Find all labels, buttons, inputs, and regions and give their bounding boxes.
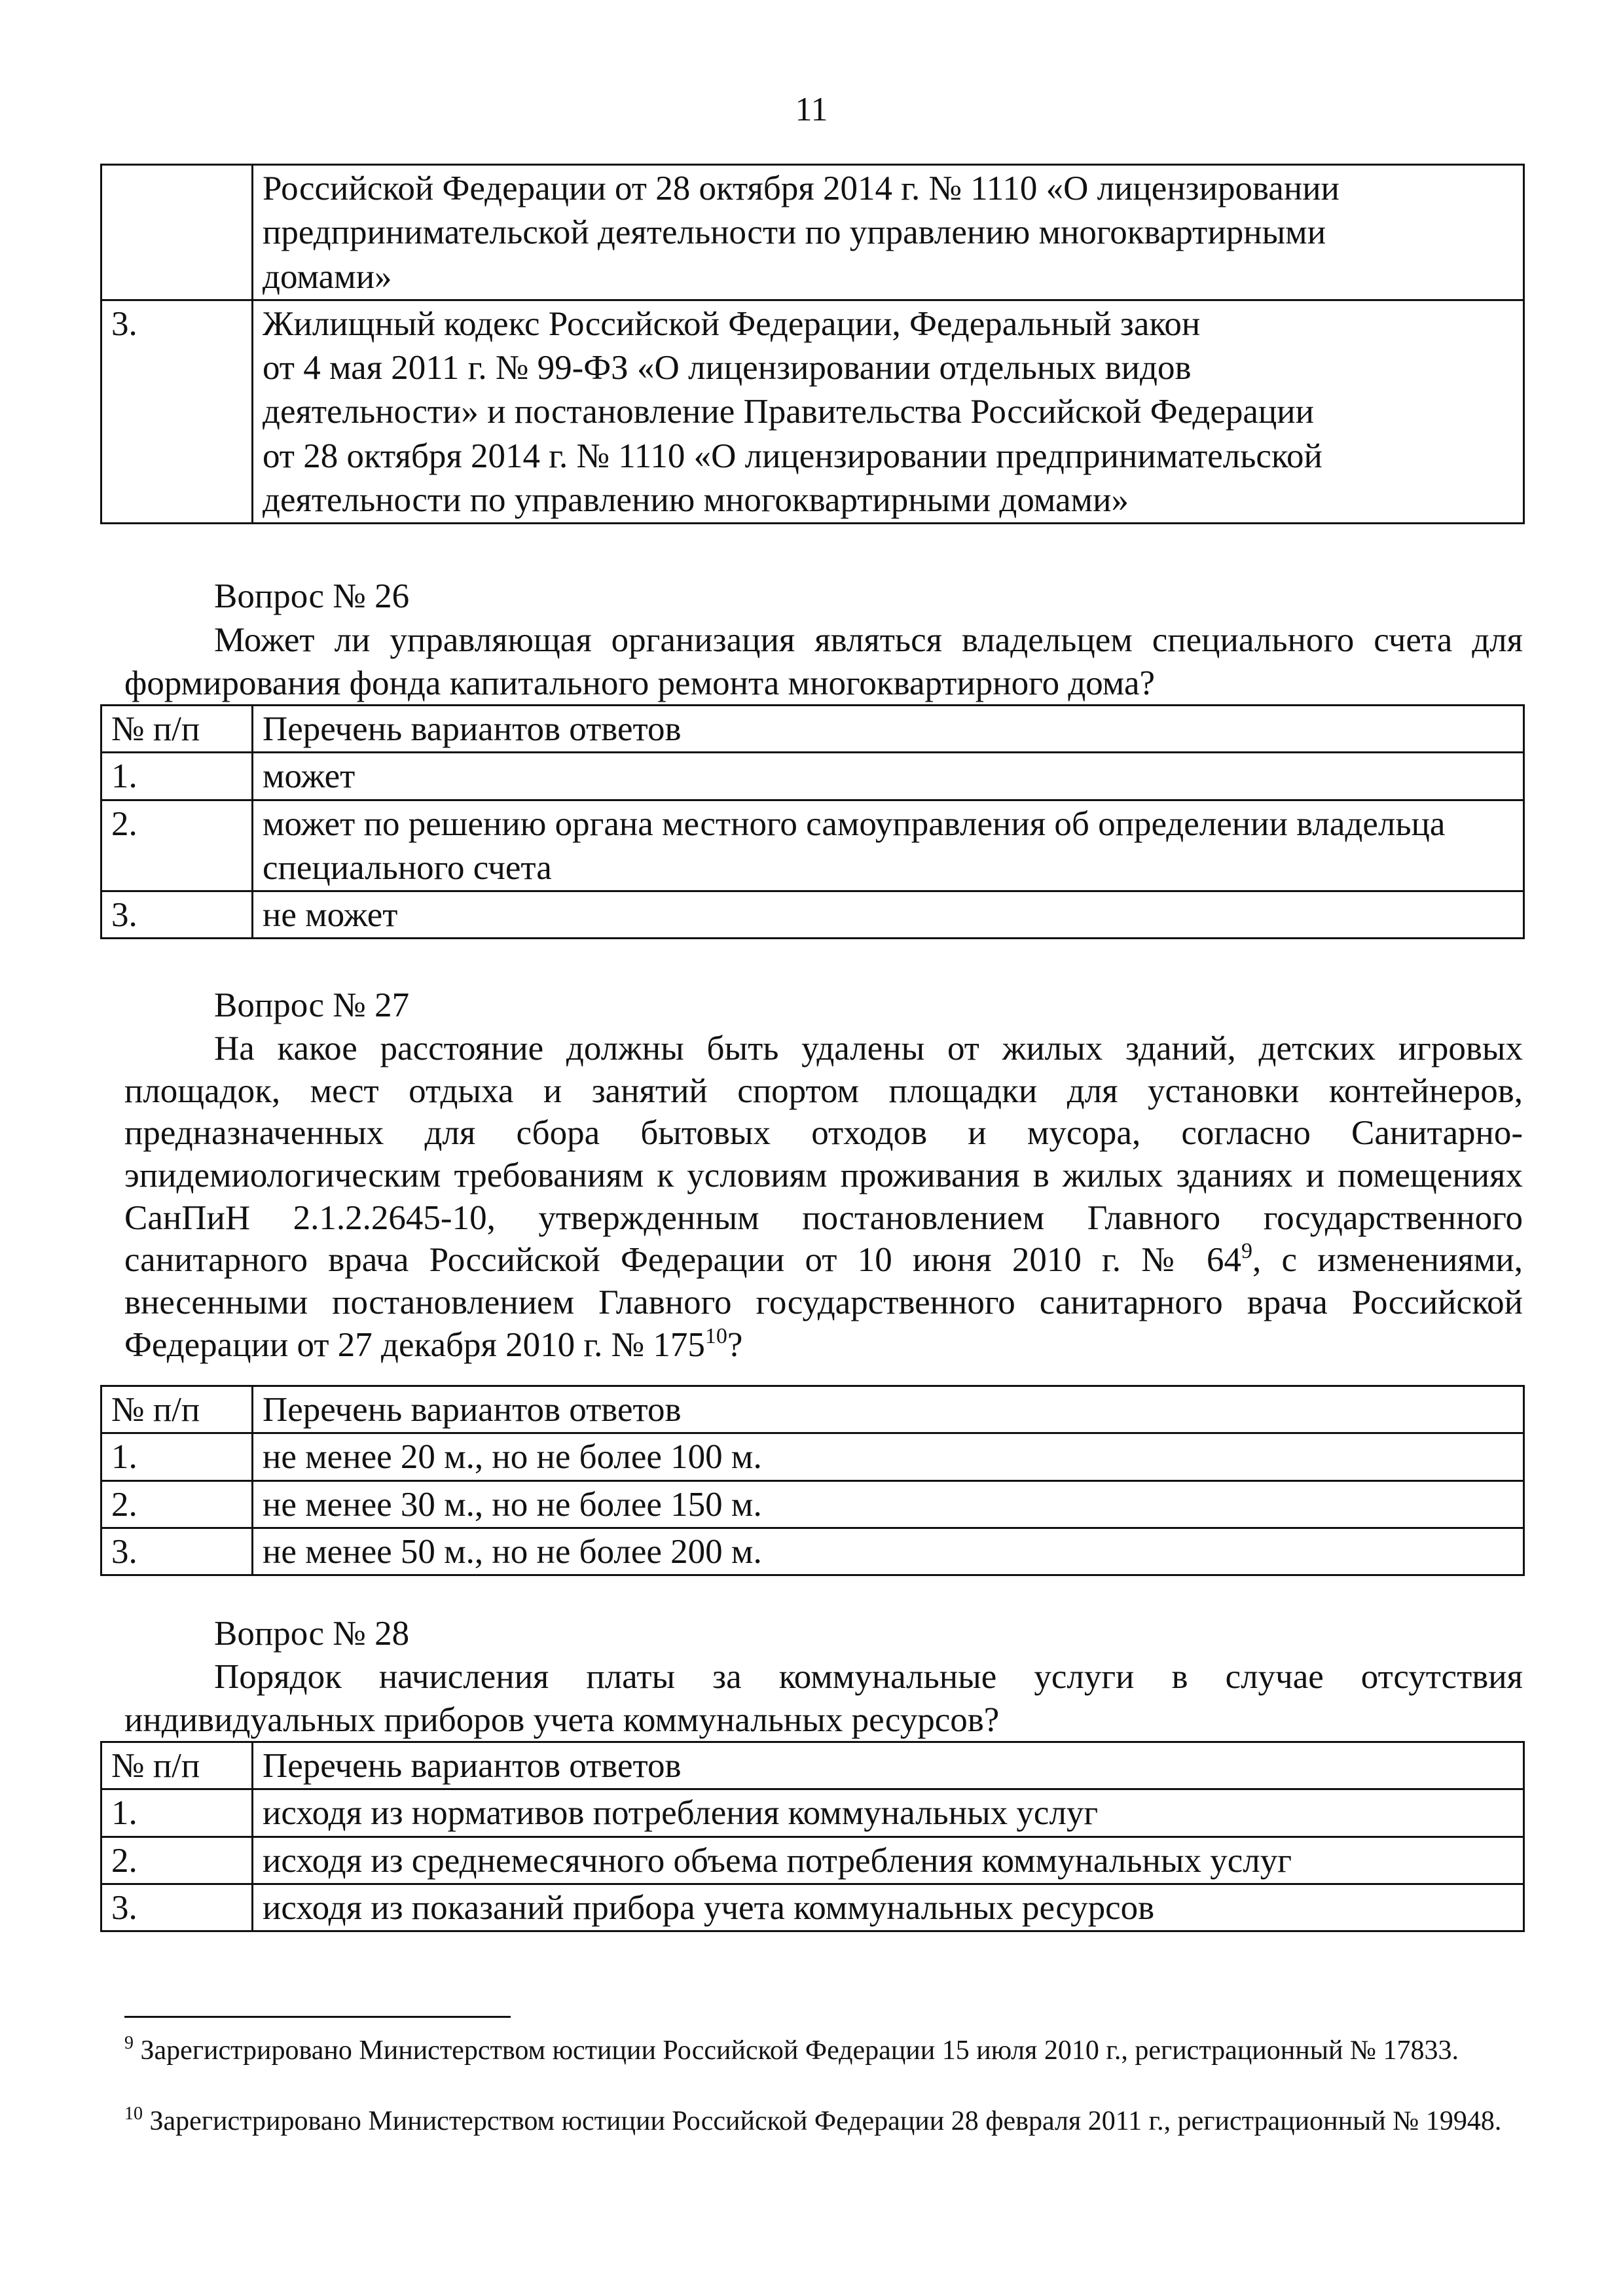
footnote-ref[interactable]: 10 [704, 1323, 727, 1348]
row-number-cell: 3. [101, 300, 253, 523]
footnote-text: Зарегистрировано Министерством юстиции Российской Федерации 28 февраля 2011 г., регистрационный № 19948. [149, 2106, 1502, 2136]
answer-text: исходя из среднемесячного объема потребления коммунальных услуг [253, 1837, 1524, 1884]
header-number: № п/п [101, 1742, 253, 1789]
continuation-table [100, 164, 1525, 524]
question-27-text [124, 1028, 1523, 1366]
table-row [101, 753, 1524, 800]
answer-text: может [253, 753, 1524, 800]
footnote-marker: 10 [124, 2104, 143, 2124]
table-row [101, 1528, 1524, 1575]
row-number-cell [101, 165, 253, 300]
question-27-answers-table [100, 1385, 1525, 1576]
question-28-text: Порядок начисления платы за коммунальные услуги в случае отсутствия индивидуальных приборов учета коммунальных ресурсов? [124, 1658, 1523, 1739]
text-line: домами» [263, 257, 392, 296]
text-line: Российской Федерации от 28 октября 2014 г. № 1110 «О лицензировании [263, 170, 1340, 207]
footnote-9 [124, 2034, 1523, 2067]
table-row [101, 1480, 1524, 1528]
question-27-text-part: На какое расстояние должны быть удалены от жилых зданий, детских игровых площадок, мест отдыха и занятий спортом площадки для установки контейнеров, предназначенных для сбора бытовых отходов и мусора, согласно Санитарно-эпидемиологическим требованиям к условиям проживания в жилых зданиях и помещениях СанПиН 2.1.2.2645-10, утвержденным постановлением Главного государственного санитарного врача Российской Федерации от 10 июня 2010 г. № 64 [124, 1030, 1523, 1280]
text-line: от 28 октября 2014 г. № 1110 «О лицензировании предпринимательской [263, 437, 1322, 475]
answer-number: 2. [101, 1837, 253, 1884]
answer-number: 3. [101, 1884, 253, 1931]
header-answers: Перечень вариантов ответов [253, 1386, 1524, 1433]
header-number: № п/п [101, 706, 253, 753]
text-line: деятельности» и постановление Правительства Российской Федерации [263, 393, 1314, 431]
text-line: от 4 мая 2011 г. № 99-ФЗ «О лицензировании отдельных видов [263, 349, 1192, 387]
answer-text: может по решению органа местного самоуправления об определении владельца специального счета [253, 800, 1524, 891]
question-28-answers-table [100, 1741, 1525, 1932]
table-row [101, 800, 1524, 891]
table-header-row [101, 706, 1524, 753]
answer-text: не менее 30 м., но не более 150 м. [253, 1480, 1524, 1528]
question-26-title: Вопрос № 26 [214, 577, 410, 615]
answer-text: не менее 20 м., но не более 100 м. [253, 1433, 1524, 1480]
text-line: деятельности по управлению многоквартирными домами» [263, 481, 1129, 520]
footnote-ref[interactable]: 9 [1241, 1239, 1253, 1264]
header-answers: Перечень вариантов ответов [253, 1742, 1524, 1789]
text-line: предпринимательской деятельности по управлению многоквартирными [263, 213, 1326, 252]
question-27-title: Вопрос № 27 [214, 986, 410, 1024]
question-26-text: Может ли управляющая организация являться владельцем специального счета для формирования фонда капитального ремонта многоквартирного дома? [124, 621, 1523, 702]
table-row [101, 1837, 1524, 1884]
question-27-text-part: ? [727, 1325, 743, 1364]
answer-number: 1. [101, 1433, 253, 1480]
question-28-title: Вопрос № 28 [214, 1615, 410, 1653]
text-line: Жилищный кодекс Российской Федерации, Федеральный закон [263, 304, 1201, 343]
answer-text: исходя из нормативов потребления коммунальных услуг [253, 1789, 1524, 1837]
header-answers: Перечень вариантов ответов [253, 706, 1524, 753]
table-header-row [101, 1742, 1524, 1789]
footnote-marker: 9 [124, 2033, 134, 2053]
answer-text: исходя из показаний прибора учета коммунальных ресурсов [253, 1884, 1524, 1931]
answer-text: не менее 50 м., но не более 200 м. [253, 1528, 1524, 1575]
table-row [101, 1789, 1524, 1837]
answer-number: 3. [101, 891, 253, 939]
answer-number: 1. [101, 1789, 253, 1837]
answer-number: 1. [101, 753, 253, 800]
answer-number: 2. [101, 1480, 253, 1528]
row-text-cell [253, 300, 1524, 523]
answer-number: 2. [101, 800, 253, 891]
table-header-row [101, 1386, 1524, 1433]
question-27-text-part: , с изменениями, внесенными постановлением Главного государственного санитарного врача Российской Федерации от 27 декабря 2010 г. № 175 [124, 1241, 1523, 1364]
page-number: 11 [795, 91, 828, 128]
table-row [101, 1884, 1524, 1931]
table-row [101, 300, 1524, 523]
header-number: № п/п [101, 1386, 253, 1433]
answer-text: не может [253, 891, 1524, 939]
row-text-cell [253, 165, 1524, 300]
footnote-10 [124, 2105, 1523, 2138]
answer-number: 3. [101, 1528, 253, 1575]
table-row [101, 891, 1524, 939]
footnote-separator [124, 2016, 511, 2018]
table-row [101, 1433, 1524, 1480]
question-26-answers-table [100, 704, 1525, 939]
footnote-text: Зарегистрировано Министерством юстиции Российской Федерации 15 июля 2010 г., регистрационный № 17833. [140, 2036, 1459, 2066]
table-row [101, 165, 1524, 300]
